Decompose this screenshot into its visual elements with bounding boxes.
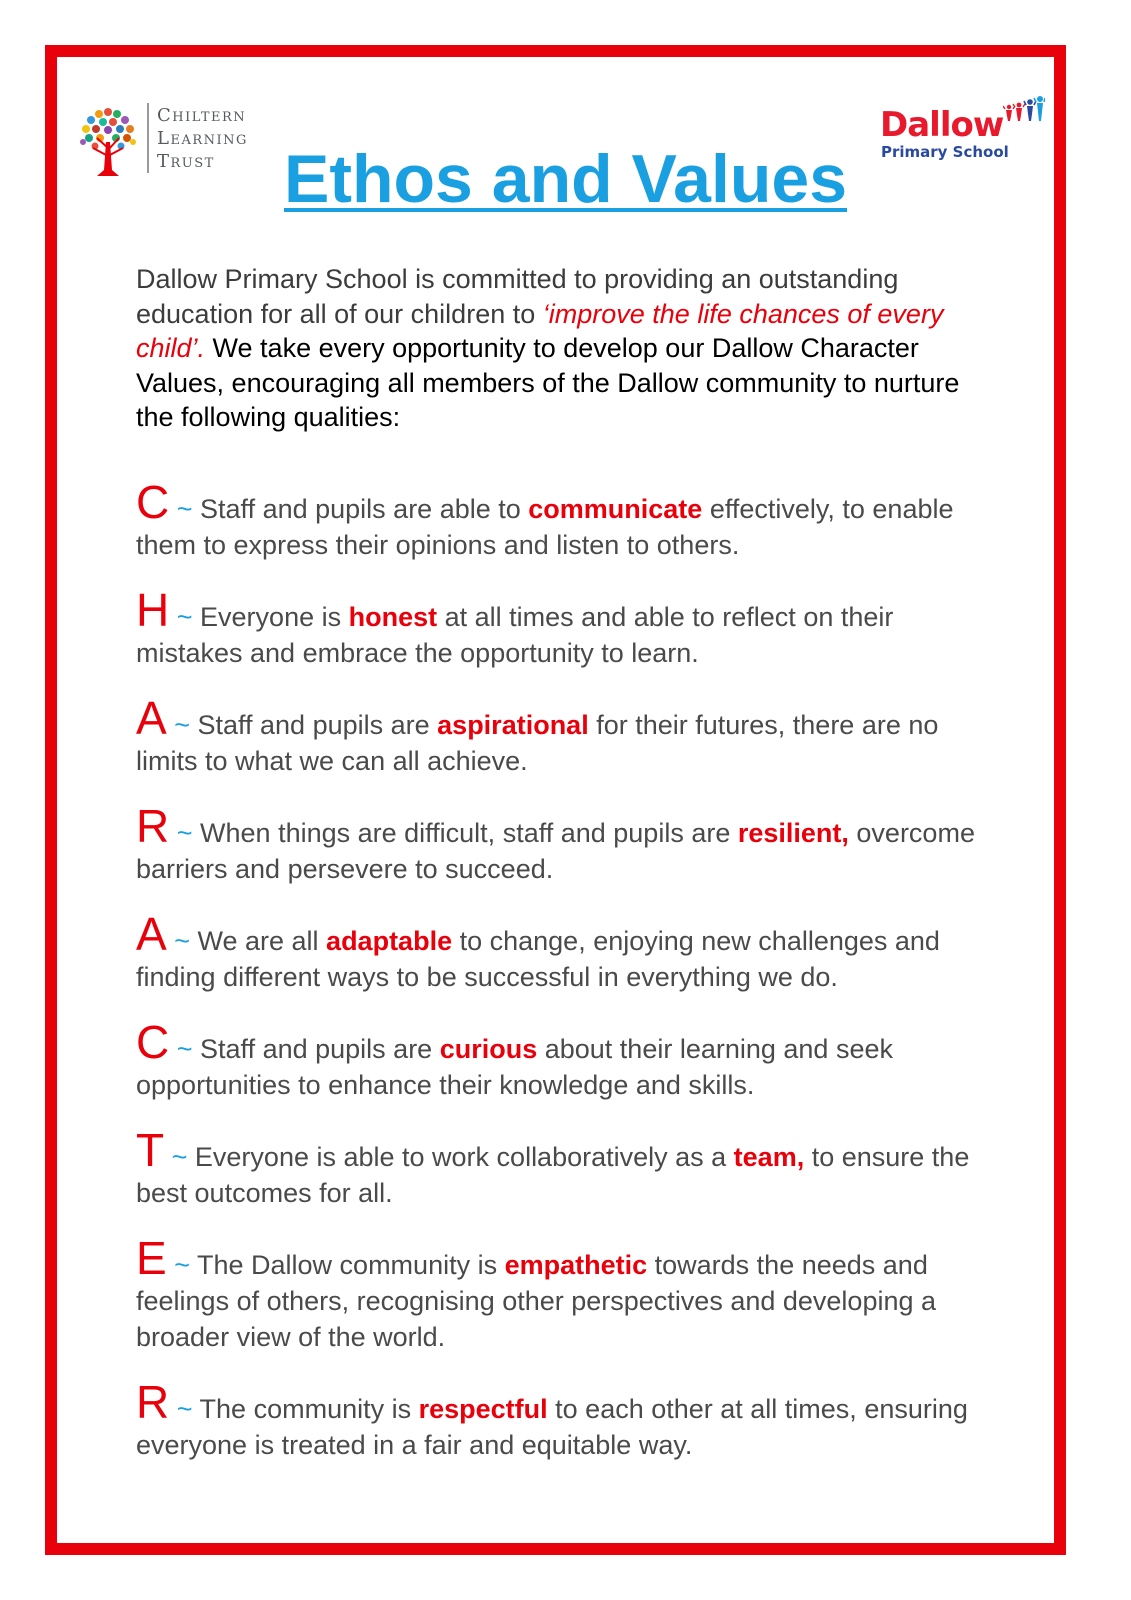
value-tilde: ~ [174, 710, 190, 740]
value-keyword: honest [348, 602, 438, 632]
page-title [0, 140, 1131, 218]
value-keyword: curious [439, 1034, 538, 1064]
value-text-before: Staff and pupils are [192, 1034, 440, 1064]
page-title-text: Ethos and Values [283, 141, 848, 217]
value-tilde: ~ [174, 1250, 190, 1280]
value-keyword: adaptable [326, 926, 453, 956]
value-text-after: at all times and able to reflect on their mistakes and embrace the opportunity to learn. [136, 602, 894, 668]
value-letter: E [136, 1232, 167, 1284]
value-item [136, 1016, 996, 1103]
value-keyword: resilient, [737, 818, 849, 848]
value-keyword: aspirational [437, 710, 589, 740]
value-keyword: respectful [418, 1394, 548, 1424]
children-figures-icon [1003, 95, 1045, 123]
value-text-before: We are all [189, 926, 327, 956]
value-text-before: Staff and pupils are [189, 710, 438, 740]
value-tilde: ~ [176, 818, 193, 848]
value-text-after: to each other at all times, ensuring everyone is treated in a fair and equitable way. [136, 1394, 968, 1460]
value-letter: R [136, 800, 170, 852]
value-keyword: team, [733, 1142, 805, 1172]
value-text-after: for their futures, there are no limits to what we can all achieve. [136, 710, 939, 776]
value-tilde: ~ [171, 1142, 188, 1172]
value-item [136, 692, 996, 779]
trust-name-line-1: Chiltern [157, 104, 247, 126]
value-tilde: ~ [176, 1034, 193, 1064]
intro-part-2: We take every opportunity to develop our Dallow Character Values, encouraging all members of the Dallow community to nurture the following qualities: [136, 333, 960, 432]
value-item [136, 476, 996, 563]
value-text-before: Staff and pupils are able to [192, 494, 529, 524]
value-item [136, 1232, 996, 1355]
value-letter: C [136, 476, 170, 528]
value-letter: R [136, 1376, 170, 1428]
value-tilde: ~ [176, 494, 193, 524]
intro-quote: ‘improve the life chances of every child’. [136, 298, 944, 363]
value-text-after: towards the needs and feelings of others, recognising other perspectives and developing a broader view of the world. [136, 1250, 937, 1352]
value-letter: H [136, 584, 170, 636]
value-item [136, 584, 996, 671]
value-tilde: ~ [176, 602, 193, 632]
value-letter: A [136, 692, 167, 744]
value-text-before: The community is [192, 1394, 419, 1424]
value-text-before: Everyone is [192, 602, 349, 632]
value-item [136, 1376, 996, 1463]
value-tilde: ~ [176, 1394, 193, 1424]
intro-part-1: Dallow Primary School is committed to providing an outstanding education for all of our children to [136, 264, 899, 329]
trust-name-line-3: Trust [157, 150, 215, 172]
value-item [136, 908, 996, 995]
value-text-after: overcome barriers and persevere to succeed. [136, 818, 975, 884]
school-name: Dallow [880, 105, 1004, 145]
value-text-before: The Dallow community is [189, 1250, 505, 1280]
value-tilde: ~ [174, 926, 190, 956]
value-keyword: communicate [528, 494, 703, 524]
value-keyword: empathetic [504, 1250, 648, 1280]
value-letter: A [136, 908, 167, 960]
value-text-after: to change, enjoying new challenges and finding different ways to be successful in everything we do. [136, 926, 940, 992]
value-text-after: to ensure the best outcomes for all. [136, 1142, 970, 1208]
intro-paragraph [136, 262, 996, 435]
value-text-after: about their learning and seek opportunities to enhance their knowledge and skills. [136, 1034, 893, 1100]
value-text-before: Everyone is able to work collaboratively as a [187, 1142, 734, 1172]
value-text-before: When things are difficult, staff and pupils are [192, 818, 738, 848]
character-values-list [136, 476, 996, 1492]
value-text-after: effectively, to enable them to express their opinions and listen to others. [136, 494, 954, 560]
value-letter: T [136, 1124, 165, 1176]
value-letter: C [136, 1016, 170, 1068]
value-item [136, 800, 996, 887]
school-subtitle: Primary School [881, 143, 1009, 161]
trust-name-line-2: Learning [157, 127, 248, 149]
value-item [136, 1124, 996, 1211]
